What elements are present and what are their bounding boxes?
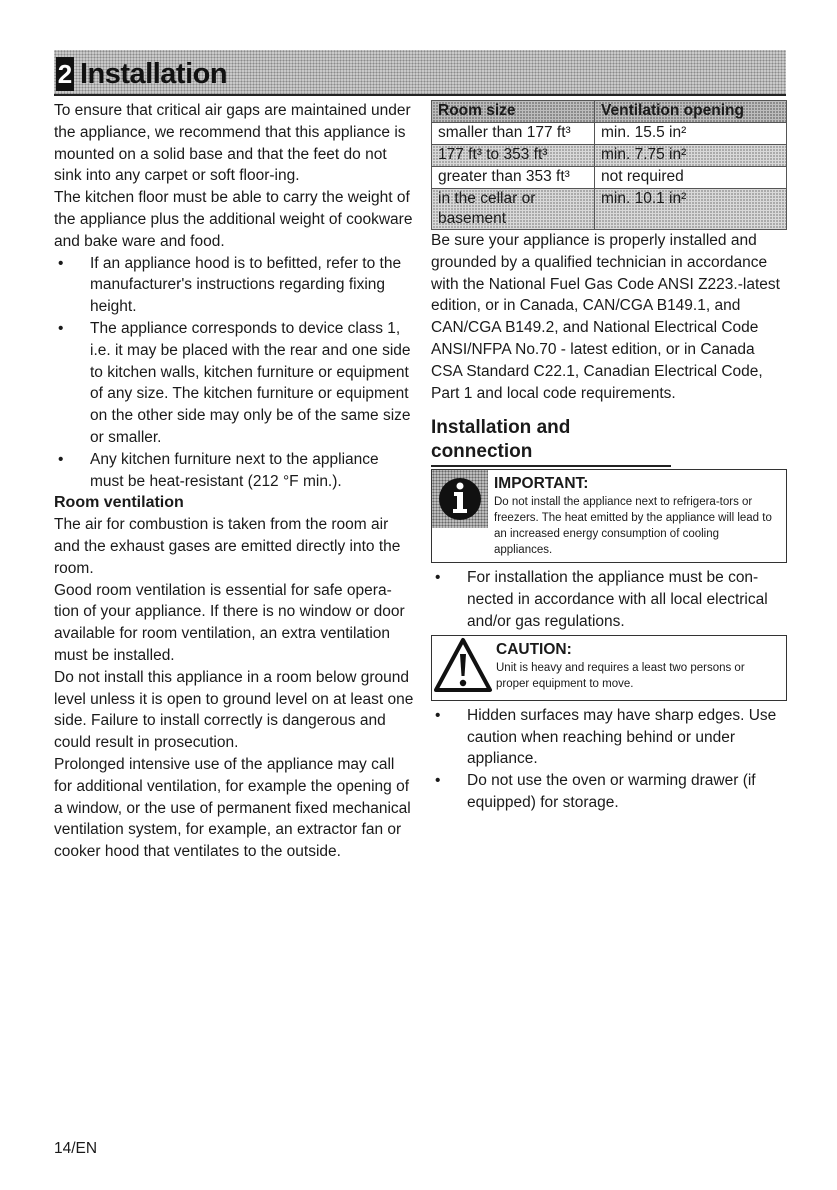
table-cell: 177 ft³ to 353 ft³	[432, 145, 595, 167]
important-title: IMPORTANT:	[494, 475, 589, 493]
installation-list-2	[431, 705, 787, 814]
table-row	[432, 145, 787, 167]
section-title: Installation	[80, 58, 228, 90]
section-number: 2	[57, 59, 73, 89]
caution-body: Unit is heavy and requires a least two persons or proper equipment to move.	[496, 661, 745, 690]
list-item: • If an appliance hood is to befitted, refer to the manufacturer's instructions regarding fixing height.	[54, 253, 416, 318]
table-cell: in the cellar or basement	[432, 189, 595, 230]
caution-notice	[431, 635, 787, 701]
intro-paragraph-2: The kitchen floor must be able to carry the weight of the appliance plus the additional weight of cookware and bake ware and food.	[54, 189, 413, 250]
table-header-row	[432, 101, 787, 123]
table-row	[432, 123, 787, 145]
important-notice	[431, 469, 787, 563]
table-row	[432, 189, 787, 230]
table-cell: min. 15.5 in²	[595, 123, 787, 145]
page-number: 14/EN	[54, 1140, 98, 1157]
table-cell: min. 10.1 in²	[595, 189, 787, 230]
caution-title: CAUTION:	[496, 640, 572, 658]
table-row	[432, 167, 787, 189]
installation-list-1	[431, 567, 787, 632]
list-item: • Any kitchen furniture next to the appliance must be heat-resistant (212 °F min.).	[54, 449, 416, 493]
installation-connection-heading: Installation and connection	[431, 416, 671, 467]
table-cell: min. 7.75 in²	[595, 145, 787, 167]
table-header-cell: Room size	[432, 101, 595, 123]
table-cell: greater than 353 ft³	[432, 167, 595, 189]
room-ventilation-paragraph-2: Good room ventilation is essential for safe opera-tion of your appliance. If there is no window or door available for room ventilation, an extra ventilation must be installed.	[54, 581, 405, 664]
room-ventilation-paragraph-3: Do not install this appliance in a room below ground level unless it is open to ground level on at least one side. Failure to install correctly is dangerous and could result in prosecution.	[54, 668, 414, 752]
list-item: • For installation the appliance must be con-nected in accordance with all local electrical and/or gas regulations.	[431, 567, 787, 632]
left-column	[54, 100, 416, 863]
table-cell: smaller than 177 ft³	[432, 123, 595, 145]
requirements-list	[54, 253, 416, 493]
list-item: • The appliance corresponds to device class 1, i.e. it may be placed with the rear and one side to kitchen walls, kitchen furniture or equipment of any size. The kitchen furniture or equipment on the other side may only be of the same size or smaller.	[54, 318, 416, 449]
warning-icon	[432, 636, 494, 696]
table-cell: not required	[595, 167, 787, 189]
right-column	[431, 100, 787, 814]
room-ventilation-paragraph-4: Prolonged intensive use of the appliance may call for additional ventilation, for example the opening of a window, or the use of permanent fixed mechanical ventilation system, for example, an extractor fan or cooker hood that ventilates to the outside.	[54, 755, 411, 861]
intro-paragraph-1: To ensure that critical air gaps are maintained under the appliance, we recommend that this appliance is mounted on a solid base and that the feet do not sink into any carpet or soft floor-ing.	[54, 102, 411, 185]
important-body: Do not install the appliance next to refrigera-tors or freezers. The heat emitted by the appliance will lead to an increased energy consumption of cooling appliances.	[494, 496, 772, 557]
list-item: • Do not use the oven or warming drawer (if equipped) for storage.	[431, 770, 787, 814]
room-ventilation-heading: Room ventilation	[54, 494, 184, 512]
table-header-cell: Ventilation opening	[595, 101, 787, 123]
grounding-paragraph: Be sure your appliance is properly installed and grounded by a qualified technician in accordance with the National Fuel Gas Code ANSI Z223.-latest edition, or in Canada, CAN/CGA B149.1, and CAN/CGA B149.2, and National Electrical Code ANSI/NFPA No.70 - latest edition, or in Canada CSA Standard C22.1, Canadian Electrical Code, Part 1 and local code requirements.	[431, 232, 780, 402]
list-item: • Hidden surfaces may have sharp edges. Use caution when reaching behind or under appliance.	[431, 705, 787, 770]
info-icon	[432, 470, 488, 528]
ventilation-table	[431, 100, 787, 230]
room-ventilation-paragraph-1: The air for combustion is taken from the room air and the exhaust gases are emitted directly into the room.	[54, 516, 401, 577]
